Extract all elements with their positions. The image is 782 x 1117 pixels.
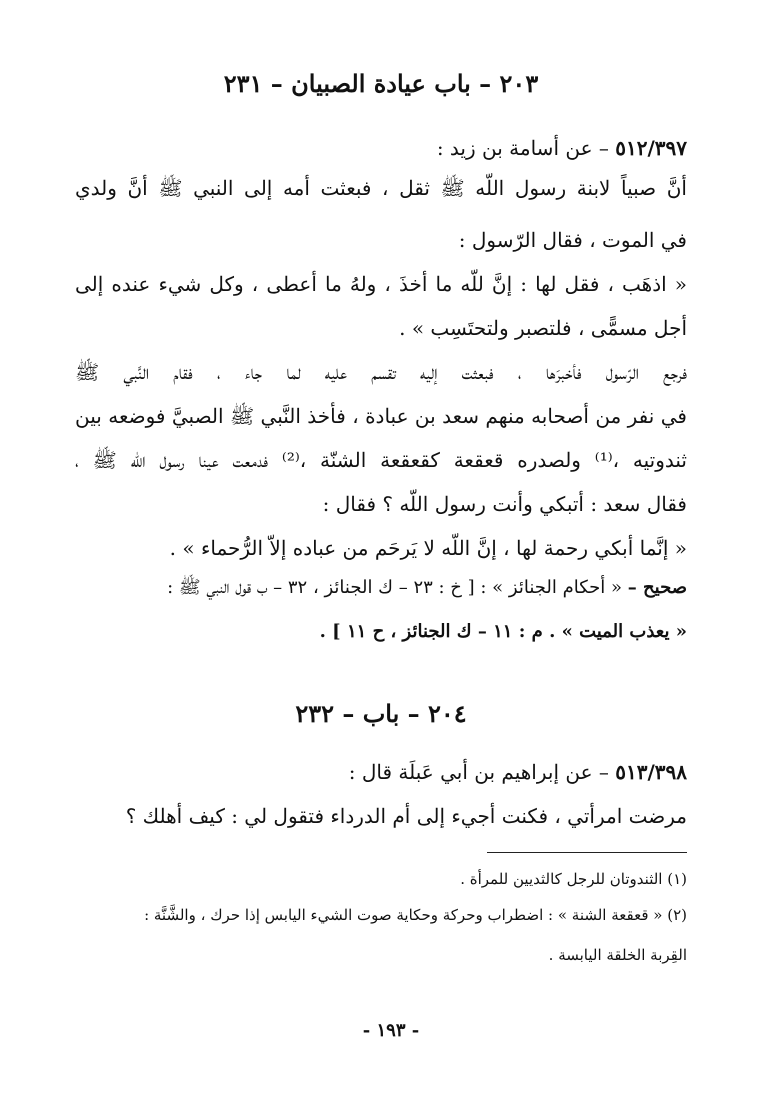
hadith-grade: صحيح – — [627, 577, 687, 598]
footnote: (١) الثندوتان للرجل كالثديين للمرأة . — [460, 870, 687, 888]
hadith-text-line: أجل مسمًّى ، فلتصبر ولتحتَسِب » . — [399, 316, 687, 340]
hadith-number: ٥١٣/٣٩٨ — [615, 760, 687, 784]
hadith-narrator: – عن إبراهيم بن أبي عَبلَة قال : — [348, 760, 609, 784]
hadith-header-398 — [75, 756, 687, 788]
footnote-separator — [487, 852, 687, 853]
hadith-source-line: « يعذب الميت » . م : ١١ – ك الجنائز ، ح ١١ ] . — [319, 621, 687, 642]
hadith-text-line: فقال سعد : أتبكي وأنت رسول اللّه ؟ فقال : — [322, 492, 687, 516]
hadith-text-line: « إنَّما أبكي رحمة لها ، إنَّ اللّه لا يَرحَم من عباده إلاّ الرُّحماء » . — [169, 536, 687, 560]
hadith-source: « أحكام الجنائز » : [ خ : ٢٣ – ك الجنائز ، ٣٢ – ب قول النبي ﷺ : — [167, 577, 623, 598]
footnote: القِربة الخلقة اليابسة . — [548, 946, 687, 964]
hadith-narrator: – عن أسامة بن زيد : — [436, 136, 609, 160]
hadith-header-397 — [75, 132, 687, 164]
hadith-text-line: مرضت امرأتي ، فكنت أجيء إلى أم الدرداء فتقول لي : كيف أهلك ؟ — [125, 804, 687, 828]
hadith-text-line: ثندوتيه ،⁽¹⁾ ولصدره قعقعة كقعقعة الشنّة ،⁽²⁾ فدمعت عينا رسول اللّه ﷺ ، — [75, 448, 687, 472]
hadith-text-line: أنَّ صبياً لابنة رسول اللّه ﷺ ثقل ، فبعثت أمه إلى النبي ﷺ أنَّ ولدي — [75, 176, 687, 200]
page-number: - ١٩٣ - — [362, 1020, 420, 1041]
chapter-heading-203: ٢٠٣ – باب عيادة الصبيان – ٢٣١ — [223, 69, 539, 98]
chapter-heading-204: ٢٠٤ – باب – ٢٣٢ — [295, 699, 467, 728]
footnote: (٢) « قعقعة الشنة » : اضطراب وحركة وحكاية صوت الشيء اليابس إذا حرك ، والشَّنَّة : — [144, 906, 687, 924]
hadith-text-line: « اذهَب ، فقل لها : إنَّ للّه ما أخذَ ، ولهُ ما أعطى ، وكل شيء عنده إلى — [75, 272, 687, 296]
hadith-text-line: فرجع الرّسول فأخبرَها ، فبعثت إليه تقسم عليه لما جاء ، فقام النَّبي ﷺ — [75, 360, 687, 384]
hadith-number: ٥١٢/٣٩٧ — [615, 136, 687, 160]
hadith-source-line — [75, 572, 687, 604]
hadith-text-line: في نفر من أصحابه منهم سعد بن عبادة ، فأخذ النَّبي ﷺ الصبيَّ فوضعه بين — [75, 404, 687, 428]
hadith-text-line: في الموت ، فقال الرّسول : — [458, 228, 687, 252]
